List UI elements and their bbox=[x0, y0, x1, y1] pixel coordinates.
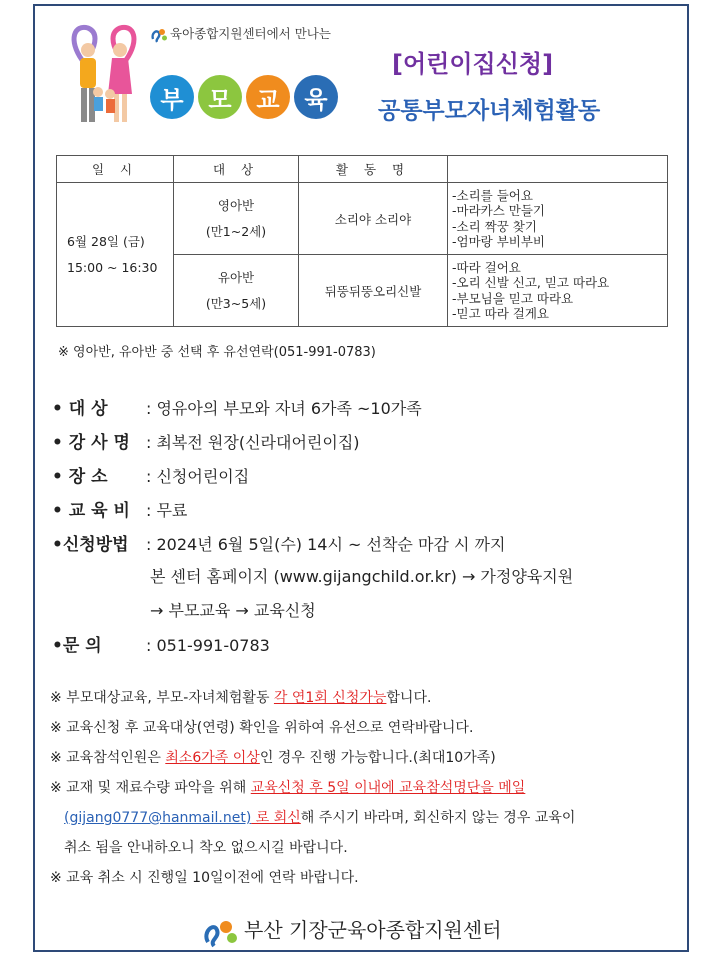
info-apply-line-1: : 2024년 6월 5일(수) 14시 ~ 선착순 마감 시 까지 bbox=[146, 535, 506, 554]
info-place-label: • 장 소 bbox=[52, 467, 108, 487]
note-3-highlight: 최소6가족 이상 bbox=[165, 750, 260, 766]
target-cell bbox=[174, 255, 299, 327]
header-datetime: 일 시 bbox=[57, 156, 174, 183]
table-note: ※ 영아반, 유아반 중 선택 후 유선연락(051-991-0783) bbox=[58, 345, 376, 360]
info-place-value: : 신청어린이집 bbox=[146, 467, 250, 486]
datetime-cell bbox=[57, 183, 174, 327]
org-logo-icon bbox=[200, 916, 240, 948]
group-age: (만3~5세) bbox=[205, 295, 267, 311]
header-activities bbox=[448, 156, 668, 183]
list-item: -믿고 따라 걸게요 bbox=[452, 306, 549, 321]
note-4-line-3: 취소 됨을 안내하오니 착오 없으시길 바랍니다. bbox=[64, 840, 348, 856]
list-item: -엄마랑 부비부비 bbox=[452, 234, 546, 249]
group-age: (만1~2세) bbox=[205, 223, 267, 239]
note-1-highlight: 각 연1회 신청가능 bbox=[273, 690, 387, 706]
list-item: -따라 걸어요 bbox=[452, 259, 521, 275]
table-header-row bbox=[57, 156, 668, 183]
header-target: 대 상 bbox=[174, 156, 299, 183]
target-cell bbox=[174, 183, 299, 255]
footer-org-name: 부산 기장군육아종합지원센터 bbox=[244, 918, 502, 942]
table-row bbox=[57, 183, 668, 255]
program-badge bbox=[150, 75, 338, 127]
family-illustration bbox=[64, 20, 146, 130]
event-date: 6월 28일 (금) bbox=[67, 233, 145, 249]
center-logo-icon bbox=[150, 26, 168, 44]
note-5: ※ 교육 취소 시 진행일 10일이전에 연락 바랍니다. bbox=[50, 870, 359, 886]
title-line-2: 공통부모자녀체험활동 bbox=[378, 98, 601, 124]
badge-char-2: 모 bbox=[198, 75, 242, 119]
group-name: 영아반 bbox=[217, 197, 255, 213]
info-fee bbox=[52, 496, 187, 521]
email-link[interactable]: (gijang0777@hanmail.net) bbox=[64, 810, 252, 826]
info-contact bbox=[52, 631, 270, 656]
info-contact-label: •문 의 bbox=[52, 636, 102, 656]
activity-name-cell: 뒤뚱뒤뚱오리신발 bbox=[299, 255, 448, 327]
note-4: ※ 교재 및 재료수량 파악을 위해 교육신청 후 5일 이내에 교육참석명단을 메일 bbox=[50, 780, 526, 796]
brand-subtitle bbox=[150, 24, 331, 44]
list-item: -오리 신발 신고, 믿고 따라요 bbox=[452, 275, 610, 290]
note-1: ※ 부모대상교육, 부모-자녀체험활동 각 연1회 신청가능합니다. bbox=[50, 690, 432, 706]
note-2: ※ 교육신청 후 교육대상(연령) 확인을 위하여 유선으로 연락바랍니다. bbox=[50, 720, 474, 736]
list-item: -소리를 들어요 bbox=[452, 187, 533, 203]
note-3: ※ 교육참석인원은 최소6가족 이상인 경우 진행 가능합니다.(최대10가족) bbox=[50, 750, 496, 766]
info-apply bbox=[52, 530, 505, 555]
info-target-value: : 영유아의 부모와 자녀 6가족 ~10가족 bbox=[146, 399, 422, 418]
info-fee-label: • 교 육 비 bbox=[52, 501, 130, 521]
note-4-line-2: (gijang0777@hanmail.net) 로 회신해 주시기 바라며, 회신하지 않는 경우 교육이 bbox=[64, 810, 576, 826]
group-name: 유아반 bbox=[217, 269, 255, 285]
info-apply-line-2: 본 센터 홈페이지 (www.gijangchild.or.kr) → 가정양육지원 bbox=[150, 567, 574, 586]
info-apply-line-3: → 부모교육 → 교육신청 bbox=[150, 601, 316, 620]
badge-char-1: 부 bbox=[150, 75, 194, 119]
info-place bbox=[52, 462, 249, 487]
info-fee-value: : 무료 bbox=[146, 501, 188, 520]
schedule-table bbox=[56, 155, 668, 327]
activity-list-cell bbox=[448, 183, 668, 255]
footer-org bbox=[200, 914, 502, 948]
info-contact-value: : 051-991-0783 bbox=[146, 636, 270, 655]
info-lecturer-value: : 최복전 원장(신라대어린이집) bbox=[146, 433, 360, 452]
activity-list-cell bbox=[448, 255, 668, 327]
event-time: 15:00 ~ 16:30 bbox=[67, 259, 158, 275]
note-4-highlight-2: 로 회신 bbox=[251, 810, 301, 826]
list-item: -부모님을 믿고 따라요 bbox=[452, 290, 574, 306]
info-target bbox=[52, 394, 422, 419]
info-apply-label: •신청방법 bbox=[52, 535, 129, 555]
brand-subtitle-text: 육아종합지원센터에서 만나는 bbox=[170, 26, 331, 41]
info-lecturer bbox=[52, 428, 360, 453]
note-4-highlight: 교육신청 후 5일 이내에 교육참석명단을 메일 bbox=[250, 780, 526, 796]
title-line-1: [어린이집신청] bbox=[392, 50, 554, 78]
info-target-label: • 대 상 bbox=[52, 399, 108, 419]
header-activity-name: 활 동 명 bbox=[299, 156, 448, 183]
badge-char-4: 육 bbox=[294, 75, 338, 119]
info-lecturer-label: • 강 사 명 bbox=[52, 433, 130, 453]
list-item: -소리 짝꿍 찾기 bbox=[452, 218, 537, 234]
list-item: -마라카스 만들기 bbox=[452, 203, 546, 218]
activity-name-cell: 소리야 소리야 bbox=[299, 183, 448, 255]
badge-char-3: 교 bbox=[246, 75, 290, 119]
